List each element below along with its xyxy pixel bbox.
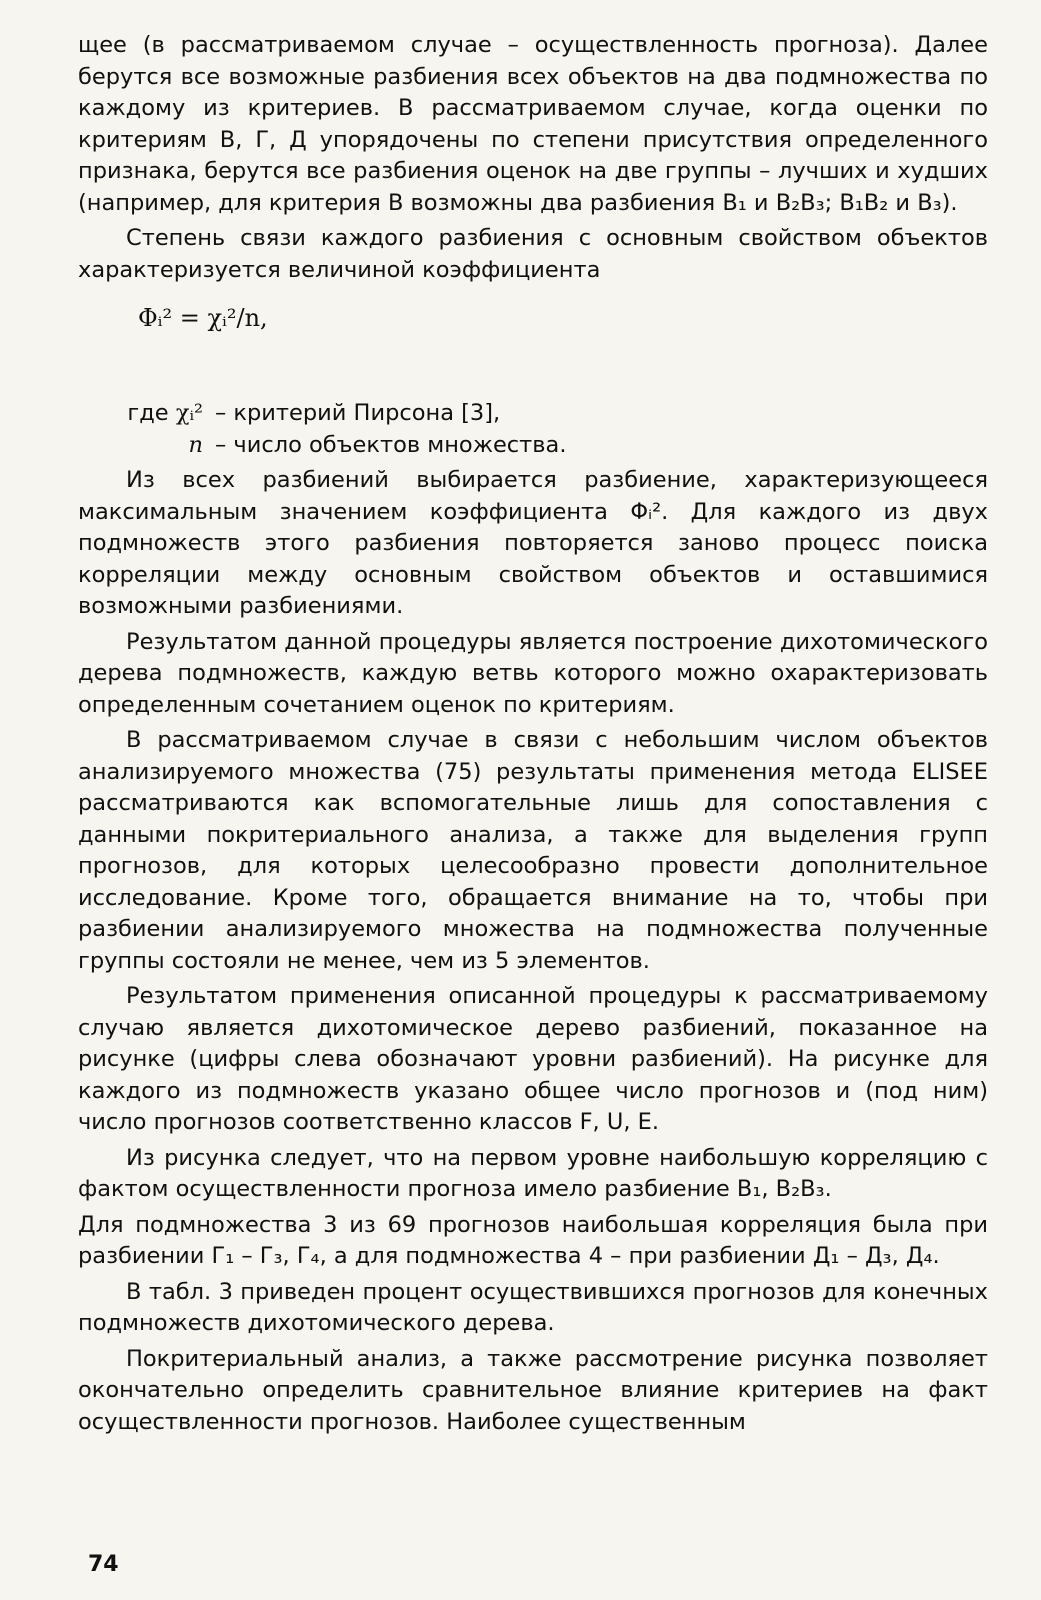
paragraph-5: В рассматриваемом случае в связи с небольшим числом объектов анализируемого множества (75) результаты применения метода ELISEE рассматриваются как вспомогательные лишь для сопоставления с данными покритериального анализа, а также для выделения групп прогнозов, для которых целесообразно провести дополнительное исследование. Кроме того, обращается внимание на то, чтобы при разбиении анализируемого множества на подмножества полученные группы состояли не менее, чем из 5 элементов. (78, 727, 988, 974)
formula-phi: Φᵢ² = χᵢ²/n, (138, 304, 268, 332)
paragraph-2: Степень связи каждого разбиения с основным свойством объектов характеризуется величиной коэффициента (78, 225, 988, 283)
definitions (78, 398, 988, 461)
paragraph-9: В табл. 3 приведен процент осуществившихся прогнозов для конечных подмножеств дихотомического дерева. (78, 1278, 988, 1336)
definition-pearson (78, 398, 988, 430)
definition-n (78, 430, 988, 462)
page-number: 74 (88, 1552, 119, 1577)
paragraph-1: щее (в рассматриваемом случае – осуществленность прогноза). Далее берутся все возможные разбиения всех объектов на два подмножества по каждому из критериев. В рассматриваемом случае, когда оценки по критериям В, Г, Д упорядочены по степени присутствия определенного признака, берутся все разбиения оценок на две группы – лучших и худших (например, для критерия В возможны два разбиения В₁ и В₂В₃; В₁В₂ и В₃). (78, 32, 988, 216)
paragraph-4: Результатом данной процедуры является построение дихотомического дерева подмножеств, каждую ветвь которого можно охарактеризовать определенным сочетанием оценок по критериям. (78, 628, 988, 718)
paragraph-6: Результатом применения описанной процедуры к рассматриваемому случаю является дихотомическое дерево разбиений, показанное на рисунке (цифры слева обозначают уровни разбиений). На рисунке для каждого из подмножеств указано общее число прогнозов и (под ним) число прогнозов соответственно классов F, U, E. (78, 983, 988, 1135)
definition-n-text: – число объектов множества. (215, 431, 567, 458)
paragraph-10: Покритериальный анализ, а также рассмотрение рисунка позволяет окончательно определить сравнительное влияние критериев на факт осуществленности прогнозов. Наиболее существенным (78, 1345, 988, 1435)
definition-pearson-text: – критерий Пирсона [3], (215, 400, 501, 426)
paragraph-8: Для подмножества 3 из 69 прогнозов наибольшая корреляция была при разбиении Г₁ – Г₃, Г₄, а для подмножества 4 – при разбиении Д₁ – Д₃, Д₄. (78, 1211, 988, 1269)
chi-symbol: χᵢ² (175, 400, 203, 426)
paragraph-7: Из рисунка следует, что на первом уровне наибольшую корреляцию с фактом осуществленности прогноза имело разбиение В₁, В₂В₃. (78, 1144, 988, 1202)
paragraph-3: Из всех разбиений выбирается разбиение, характеризующееся максимальным значением коэффициента Φᵢ². Для каждого из двух подмножеств этого разбиения повторяется заново процесс поиска корреляции между основным свойством объектов и оставшимися возможными разбиениями. (78, 467, 988, 619)
n-symbol: n (188, 431, 203, 458)
page-body (78, 30, 988, 1438)
where-label: где (127, 400, 169, 426)
